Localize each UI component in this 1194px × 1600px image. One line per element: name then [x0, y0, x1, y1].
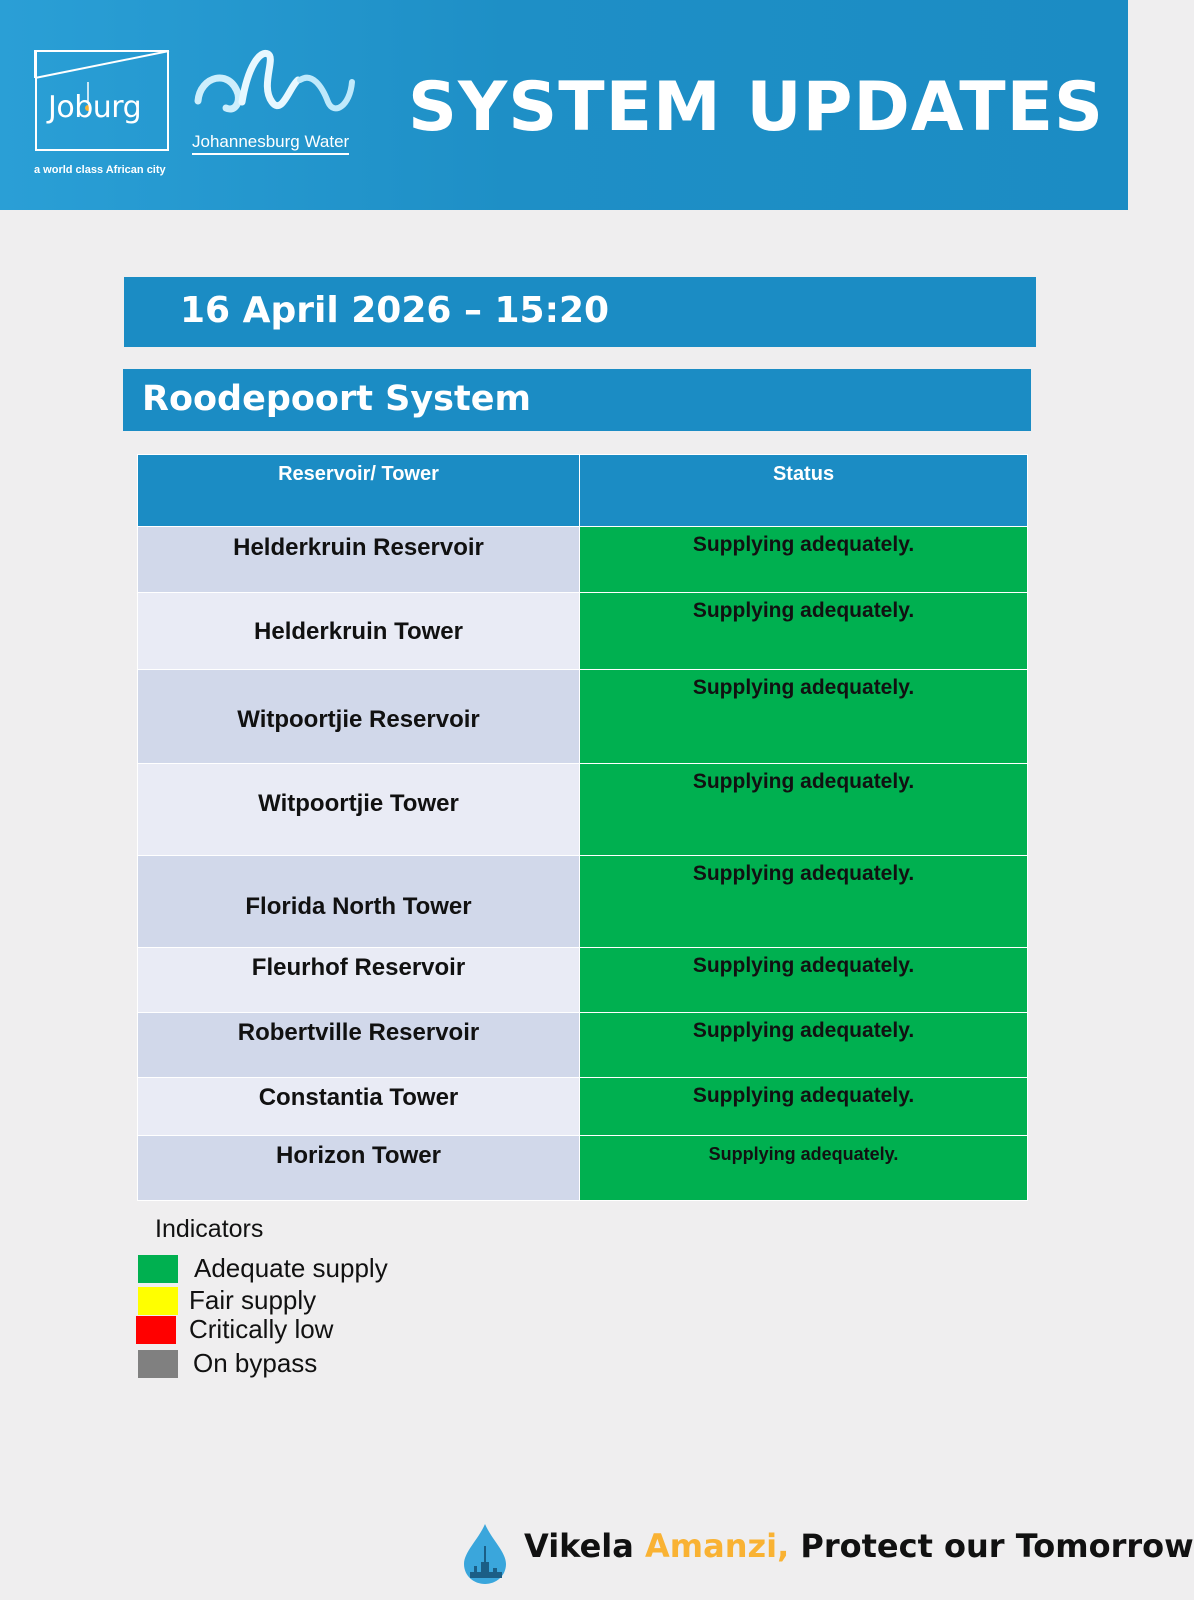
- table-row: [138, 764, 1028, 856]
- red-swatch: [136, 1316, 176, 1344]
- table-row: [138, 1136, 1028, 1201]
- reservoir-status-table: [137, 454, 1028, 1201]
- joburg-logo: [30, 46, 180, 182]
- status-cell: Supplying adequately.: [580, 670, 1028, 764]
- reservoir-name-cell: Florida North Tower: [138, 856, 580, 948]
- reservoir-name-cell: Constantia Tower: [138, 1078, 580, 1136]
- grey-swatch: [138, 1350, 178, 1378]
- table-row: [138, 1078, 1028, 1136]
- status-cell: Supplying adequately.: [580, 948, 1028, 1013]
- column-header-status: Status: [580, 455, 1028, 527]
- water-drop-icon: [462, 1522, 508, 1586]
- slogan-part-3: Protect our Tomorrow: [789, 1527, 1194, 1565]
- indicator-label: Adequate supply: [194, 1253, 388, 1283]
- reservoir-name-cell: Helderkruin Reservoir: [138, 527, 580, 593]
- status-cell: Supplying adequately.: [580, 1136, 1028, 1201]
- reservoir-name-cell: Witpoortjie Reservoir: [138, 670, 580, 764]
- status-cell: Supplying adequately.: [580, 1078, 1028, 1136]
- table-row: [138, 856, 1028, 948]
- yellow-swatch: [138, 1287, 178, 1315]
- reservoir-name-cell: Fleurhof Reservoir: [138, 948, 580, 1013]
- joburg-logo-text: Joburg: [48, 90, 142, 125]
- page-title: SYSTEM UPDATES: [408, 68, 1105, 147]
- reservoir-name-cell: Robertville Reservoir: [138, 1013, 580, 1078]
- update-datetime-bar: [124, 277, 1036, 347]
- table-row: [138, 948, 1028, 1013]
- indicators-title: Indicators: [155, 1215, 264, 1243]
- slogan-accent: Amanzi,: [645, 1527, 790, 1565]
- reservoir-name-cell: Horizon Tower: [138, 1136, 580, 1201]
- johannesburg-water-text: Johannesburg Water: [192, 132, 349, 155]
- table-row: [138, 670, 1028, 764]
- reservoir-name-cell: Helderkruin Tower: [138, 593, 580, 670]
- water-wave-icon: [190, 46, 370, 136]
- indicator-label: On bypass: [193, 1348, 318, 1378]
- status-cell: Supplying adequately.: [580, 527, 1028, 593]
- system-name-bar: [123, 369, 1031, 431]
- update-datetime: 16 April 2026 – 15:20: [180, 290, 610, 331]
- table-row: [138, 593, 1028, 670]
- indicator-label: Critically low: [189, 1314, 334, 1344]
- green-swatch: [138, 1255, 178, 1283]
- status-cell: Supplying adequately.: [580, 764, 1028, 856]
- table-row: [138, 527, 1028, 593]
- indicator-label: Fair supply: [189, 1285, 317, 1315]
- table-row: [138, 1013, 1028, 1078]
- status-cell: Supplying adequately.: [580, 856, 1028, 948]
- table-header-row: [138, 455, 1028, 527]
- footer-slogan: [524, 1527, 1194, 1565]
- reservoir-name-cell: Witpoortjie Tower: [138, 764, 580, 856]
- header-banner: [0, 0, 1128, 210]
- johannesburg-water-logo: [190, 46, 370, 158]
- column-header-reservoir: Reservoir/ Tower: [138, 455, 580, 527]
- status-cell: Supplying adequately.: [580, 1013, 1028, 1078]
- status-cell: Supplying adequately.: [580, 593, 1028, 670]
- system-name: Roodepoort System: [142, 379, 531, 419]
- slogan-part-1: Vikela: [524, 1527, 645, 1565]
- joburg-tagline: a world class African city: [34, 164, 166, 176]
